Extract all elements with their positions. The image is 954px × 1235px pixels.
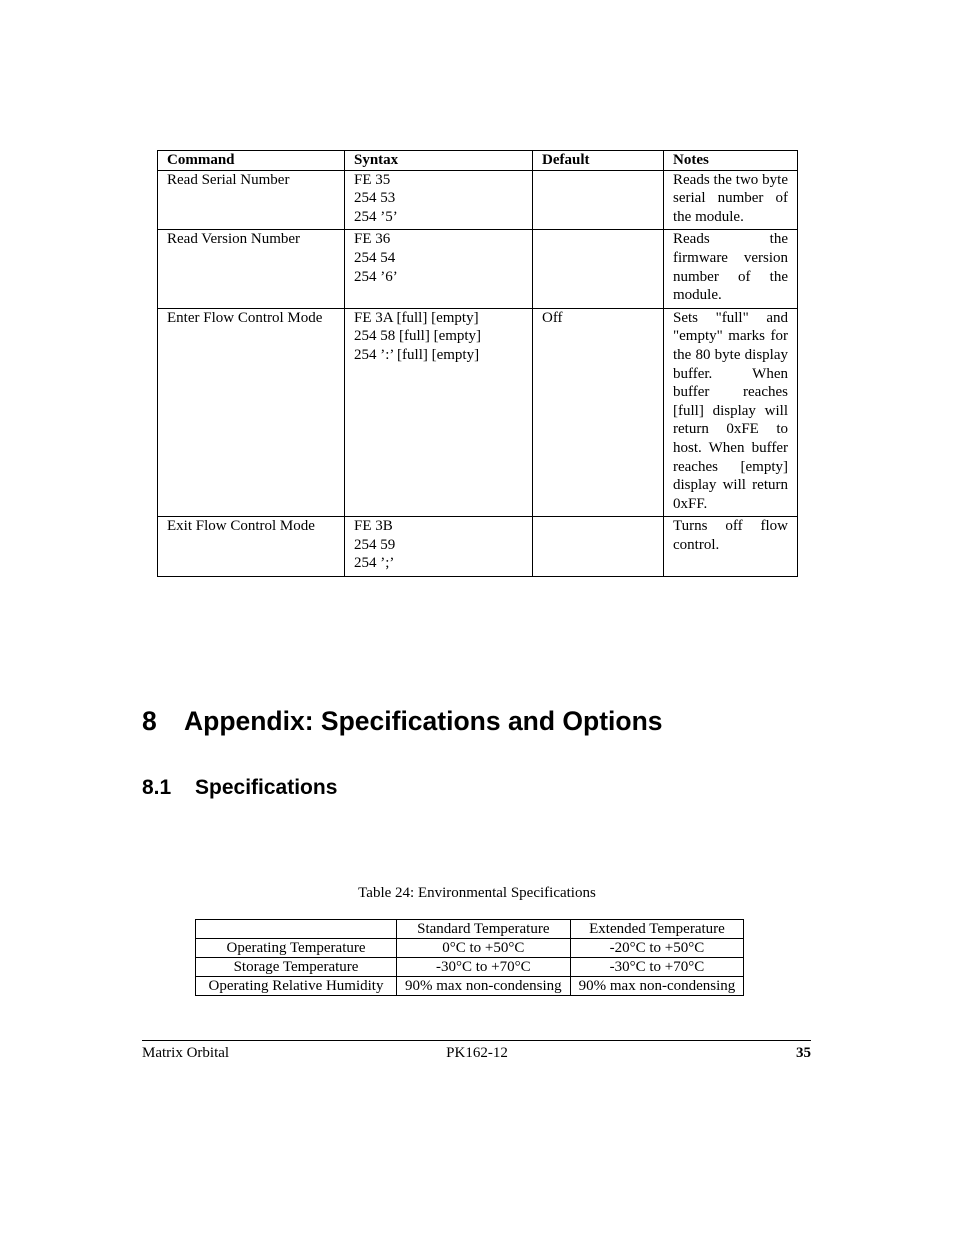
command-cell: Exit Flow Control Mode bbox=[158, 517, 345, 577]
notes-cell bbox=[664, 170, 798, 230]
table-row bbox=[196, 977, 744, 996]
table-row bbox=[196, 939, 744, 958]
footer-divider bbox=[142, 1040, 811, 1041]
syntax-line: FE 3B bbox=[354, 518, 393, 535]
table-caption: Table 24: Environmental Specifications bbox=[358, 885, 596, 901]
notes-text: Sets "full" and "empty" marks for the 80 byte display buffer. When buffer reaches [full] display will return 0xFE to host. When buffer reaches [empty] display will return 0xFF. bbox=[673, 309, 788, 512]
command-table-header-row bbox=[158, 151, 798, 171]
notes-cell bbox=[664, 308, 798, 517]
command-cell: Enter Flow Control Mode bbox=[158, 308, 345, 517]
notes-text: Reads the two byte serial number of the module. bbox=[673, 171, 788, 225]
syntax-line: 254 53 bbox=[354, 190, 396, 207]
header-syntax: Syntax bbox=[345, 151, 533, 171]
table-row bbox=[158, 170, 798, 230]
notes-text: Reads the firmware version number of the module. bbox=[673, 231, 788, 304]
syntax-line: 254 ’;’ bbox=[354, 555, 395, 572]
table-cell: -30°C to +70°C bbox=[570, 958, 744, 977]
default-cell: Off bbox=[533, 308, 664, 517]
environmental-specs-table bbox=[195, 919, 744, 996]
notes-cell bbox=[664, 517, 798, 577]
default-cell bbox=[533, 170, 664, 230]
section-number: 8 bbox=[142, 706, 157, 736]
header-extended-temperature: Extended Temperature bbox=[570, 920, 744, 939]
section-title: Appendix: Specifications and Options bbox=[184, 706, 663, 736]
table-cell: 90% max non-condensing bbox=[397, 977, 571, 996]
table-row bbox=[158, 308, 798, 517]
page-number: 35 bbox=[796, 1045, 811, 1061]
command-cell: Read Serial Number bbox=[158, 170, 345, 230]
table-cell: 90% max non-condensing bbox=[570, 977, 744, 996]
header-default: Default bbox=[533, 151, 664, 171]
syntax-cell bbox=[345, 517, 533, 577]
syntax-line: 254 54 bbox=[354, 249, 396, 266]
syntax-line: FE 36 bbox=[354, 231, 391, 248]
table-cell: 0°C to +50°C bbox=[397, 939, 571, 958]
default-cell bbox=[533, 230, 664, 308]
header-blank bbox=[196, 920, 397, 939]
notes-cell bbox=[664, 230, 798, 308]
syntax-cell bbox=[345, 170, 533, 230]
command-cell: Read Version Number bbox=[158, 230, 345, 308]
table-row bbox=[196, 958, 744, 977]
footer-model: PK162-12 bbox=[446, 1045, 508, 1061]
syntax-line: 254 ’5’ bbox=[354, 208, 398, 225]
footer-company: Matrix Orbital bbox=[142, 1045, 230, 1061]
syntax-line: 254 59 bbox=[354, 536, 396, 553]
row-label: Operating Relative Humidity bbox=[196, 977, 397, 996]
row-label: Operating Temperature bbox=[196, 939, 397, 958]
row-label: Storage Temperature bbox=[196, 958, 397, 977]
env-table-header-row bbox=[196, 920, 744, 939]
header-command: Command bbox=[158, 151, 345, 171]
syntax-line: 254 ’:’ [full] [empty] bbox=[354, 346, 480, 363]
table-cell: -20°C to +50°C bbox=[570, 939, 744, 958]
header-notes: Notes bbox=[664, 151, 798, 171]
syntax-line: 254 58 [full] [empty] bbox=[354, 328, 482, 345]
header-standard-temperature: Standard Temperature bbox=[397, 920, 571, 939]
table-row bbox=[158, 230, 798, 308]
syntax-cell bbox=[345, 230, 533, 308]
subsection-heading bbox=[142, 776, 337, 800]
syntax-cell bbox=[345, 308, 533, 517]
command-table bbox=[157, 150, 798, 577]
syntax-line: 254 ’6’ bbox=[354, 268, 398, 285]
table-row bbox=[158, 517, 798, 577]
syntax-line: FE 3A [full] [empty] bbox=[354, 309, 479, 326]
syntax-line: FE 35 bbox=[354, 171, 391, 188]
notes-text: Turns off flow control. bbox=[673, 518, 788, 553]
subsection-number: 8.1 bbox=[142, 776, 172, 799]
subsection-title: Specifications bbox=[195, 776, 338, 799]
default-cell bbox=[533, 517, 664, 577]
table-cell: -30°C to +70°C bbox=[397, 958, 571, 977]
section-heading bbox=[142, 706, 663, 737]
